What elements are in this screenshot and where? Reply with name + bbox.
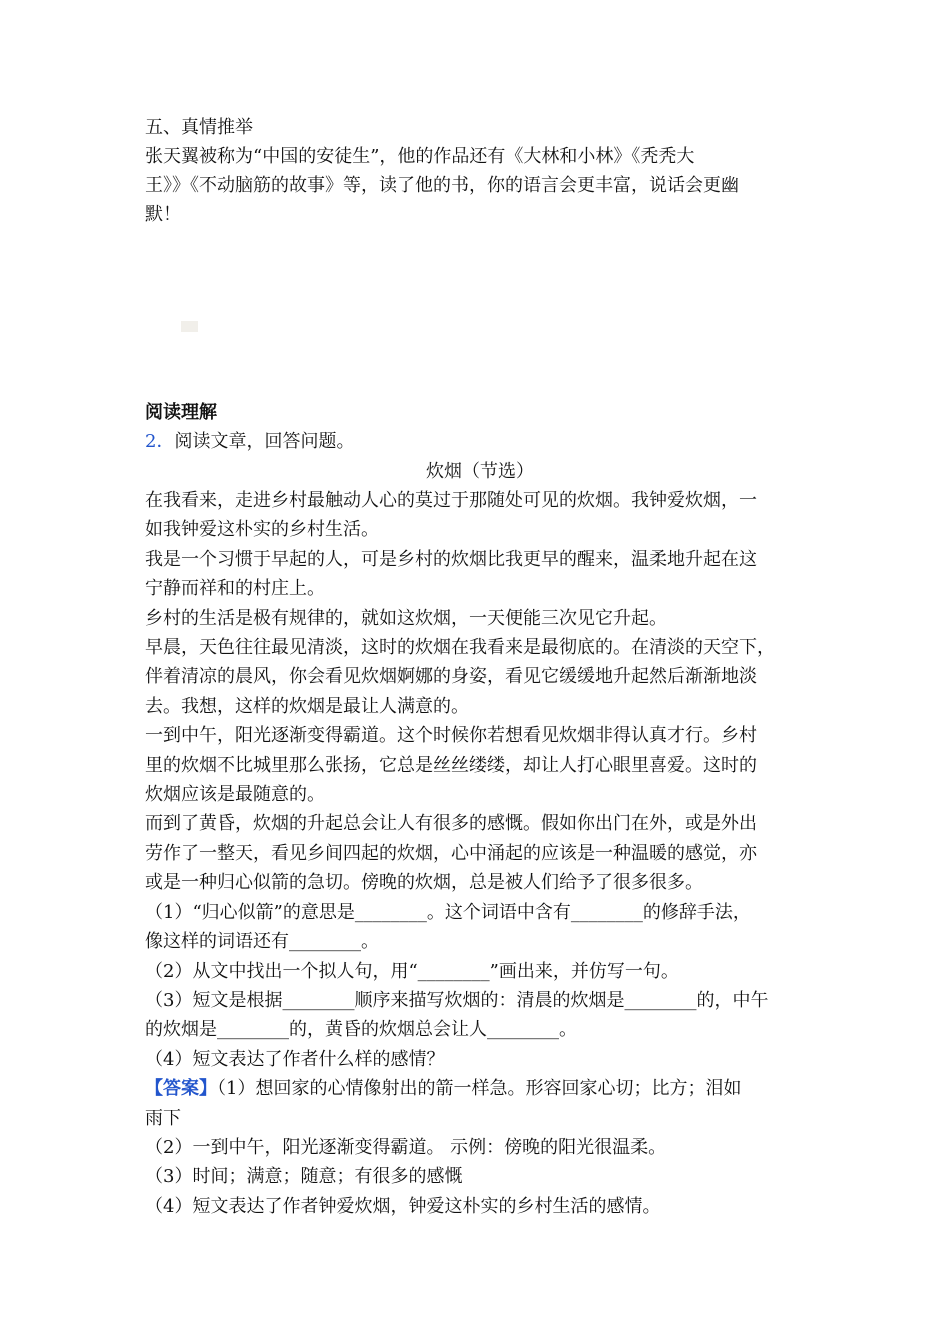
article-line: 在我看来，走进乡村最触动人心的莫过于那随处可见的炊烟。我钟爱炊烟，一 (145, 490, 757, 511)
section-title: 五、真情推举 (145, 117, 253, 138)
article-line: 里的炊烟不比城里那么张扬，它总是丝丝缕缕，却让人打心眼里喜爱。这时的 (145, 754, 757, 776)
recommend-line-1: 张天翼被称为“中国的安徒生”，他的作品还有《大林和小林》《秃秃大 (145, 146, 695, 167)
article-line: 我是一个习惯于早起的人，可是乡村的炊烟比我更早的醒来，温柔地升起在这 (145, 548, 757, 570)
article-line: 伴着清凉的晨风，你会看见炊烟婀娜的身姿，看见它缓缓地升起然后渐渐地淡 (145, 666, 757, 688)
answer-line: 雨下 (145, 1107, 181, 1129)
article-line: 而到了黄昏，炊烟的升起总会让人有很多的感慨。假如你出门在外，或是外出 (145, 813, 757, 835)
question-prompt-text: 阅读文章，回答问题。 (174, 431, 355, 452)
question-line: （2）从文中找出一个拟人句，用“________”画出来，并仿写一句。 (145, 960, 679, 982)
question-line: 像这样的词语还有________。 (145, 931, 379, 953)
article-line: 去。我想，这样的炊烟是最让人满意的。 (145, 695, 469, 717)
answer-label: 【答案】 (145, 1078, 217, 1100)
small-image-placeholder (181, 321, 198, 332)
recommend-line-2: 王》》《不动脑筋的故事》等，读了他的书，你的语言会更丰富，说话会更幽 (145, 175, 739, 196)
reading-heading: 阅读理解 (145, 402, 217, 423)
question-number: 2． (145, 431, 175, 452)
article-line: 如我钟爱这朴实的乡村生活。 (145, 519, 379, 541)
article-title: 炊烟（节选） (426, 461, 534, 482)
article-body (145, 486, 815, 1221)
answer-text: （1）想回家的心情像射出的箭一样急。形容回家心切；比方；泪如 (217, 1078, 742, 1100)
question-prompt (145, 427, 354, 456)
article-line: 劳作了一整天，看见乡间四起的炊烟，心中涌起的应该是一种温暖的感觉，亦 (145, 842, 757, 864)
article-line: 宁静而祥和的村庄上。 (145, 578, 325, 600)
article-line: 乡村的生活是极有规律的，就如这炊烟，一天便能三次见它升起。 (145, 607, 667, 629)
question-line: 的炊烟是________的，黄昏的炊烟总会让人________。 (145, 1019, 577, 1041)
article-line: 早晨，天色往往最见清淡，这时的炊烟在我看来是最彻底的。在清淡的天空下， (145, 637, 775, 659)
recommend-line-3: 默！ (145, 204, 181, 225)
article-line: 或是一种归心似箭的急切。傍晚的炊烟，总是被人们给予了很多很多。 (145, 872, 703, 894)
answer-line: （2）一到中午，阳光逐渐变得霸道。 示例：傍晚的阳光很温柔。 (145, 1136, 667, 1158)
question-line: （4）短文表达了作者什么样的感情？ (145, 1048, 445, 1070)
article-line: 一到中午，阳光逐渐变得霸道。这个时候你若想看见炊烟非得认真才行。乡村 (145, 725, 757, 747)
question-line: （1）“归心似箭”的意思是________。这个词语中含有________的修辞手法， (145, 901, 751, 923)
answer-line: （4）短文表达了作者钟爱炊烟，钟爱这朴实的乡村生活的感情。 (145, 1195, 661, 1217)
article-line: 炊烟应该是最随意的。 (145, 784, 325, 806)
answer-line (145, 1074, 815, 1103)
question-line: （3）短文是根据________顺序来描写炊烟的：清晨的炊烟是________的，中午 (145, 989, 769, 1011)
answer-line: （3）时间；满意；随意；有很多的感慨 (145, 1166, 463, 1188)
